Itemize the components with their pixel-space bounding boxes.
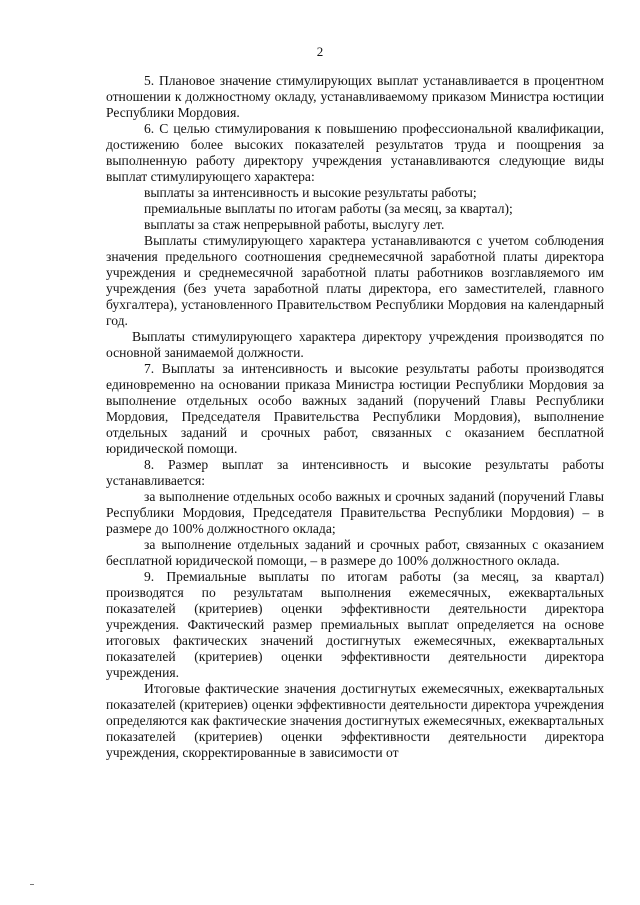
paragraph-final-values: Итоговые фактические значения достигнутых ежемесячных, ежеквартальных показателей (критериев) оценки эффективности деятельности директора учреждения определяются как фактические значения достигнутых ежемесячных, ежеквартальных показателей (критериев) оценки эффективности деятельности директора учреждения, скорректированные в зависимости от <box>106 681 604 760</box>
page-number: 2 <box>316 44 324 59</box>
list-item-legal-aid-tasks: за выполнение отдельных заданий и срочных работ, связанных с оказанием бесплатной юридической помощи, – в размере до 100% должностного оклада. <box>106 537 604 568</box>
list-item-intensity-payments: выплаты за интенсивность и высокие результаты работы; <box>144 185 477 200</box>
list-item-important-tasks: за выполнение отдельных особо важных и срочных заданий (поручений Главы Республики Мордовия, Председателя Правительства Республики Мордовия) – в размере до 100% должностного оклада; <box>106 489 604 536</box>
paragraph-main-position: Выплаты стимулирующего характера директору учреждения производятся по основной занимаемой должности. <box>106 329 604 360</box>
document-body <box>106 73 604 761</box>
paragraph-5: 5. Плановое значение стимулирующих выплат устанавливается в процентном отношении к должностному окладу, устанавливаемому приказом Министра юстиции Республики Мордовия. <box>106 73 604 120</box>
list-item-seniority-payments: выплаты за стаж непрерывной работы, выслугу лет. <box>144 217 445 232</box>
paragraph-6: 6. С целью стимулирования к повышению профессиональной квалификации, достижению более высоких показателей результатов труда и поощрения за выполненную работу директору учреждения устанавливаются следующие виды выплат стимулирующего характера: <box>106 121 604 184</box>
page-edge-mark <box>30 884 34 885</box>
paragraph-9: 9. Премиальные выплаты по итогам работы (за месяц, за квартал) производятся по результатам выполнения ежемесячных, ежеквартальных показателей (критериев) оценки эффективности деятельности директора учреждения. Фактический размер премиальных выплат определяется на основе итоговых фактических значений достигнутых ежемесячных, ежеквартальных показателей (критериев) оценки эффективности деятельности директора учреждения. <box>106 569 604 680</box>
paragraph-payment-ratio: Выплаты стимулирующего характера устанавливаются с учетом соблюдения значения предельного соотношения среднемесячной заработной платы директора учреждения и среднемесячной заработной платы работников возглавляемого им учреждения (без учета заработной платы директора, его заместителей, главного бухгалтера), установленного Правительством Республики Мордовия на календарный год. <box>106 233 604 328</box>
list-item-bonus-payments: премиальные выплаты по итогам работы (за месяц, за квартал); <box>144 201 513 216</box>
paragraph-8: 8. Размер выплат за интенсивность и высокие результаты работы устанавливается: <box>106 457 604 488</box>
paragraph-7: 7. Выплаты за интенсивность и высокие результаты работы производятся единовременно на основании приказа Министра юстиции Республики Мордовия за выполнение отдельных особо важных заданий (поручений Главы Республики Мордовия, Председателя Правительства Республики Мордовия), выполнение отдельных заданий и срочных работ, связанных с оказанием бесплатной юридической помощи. <box>106 361 604 456</box>
